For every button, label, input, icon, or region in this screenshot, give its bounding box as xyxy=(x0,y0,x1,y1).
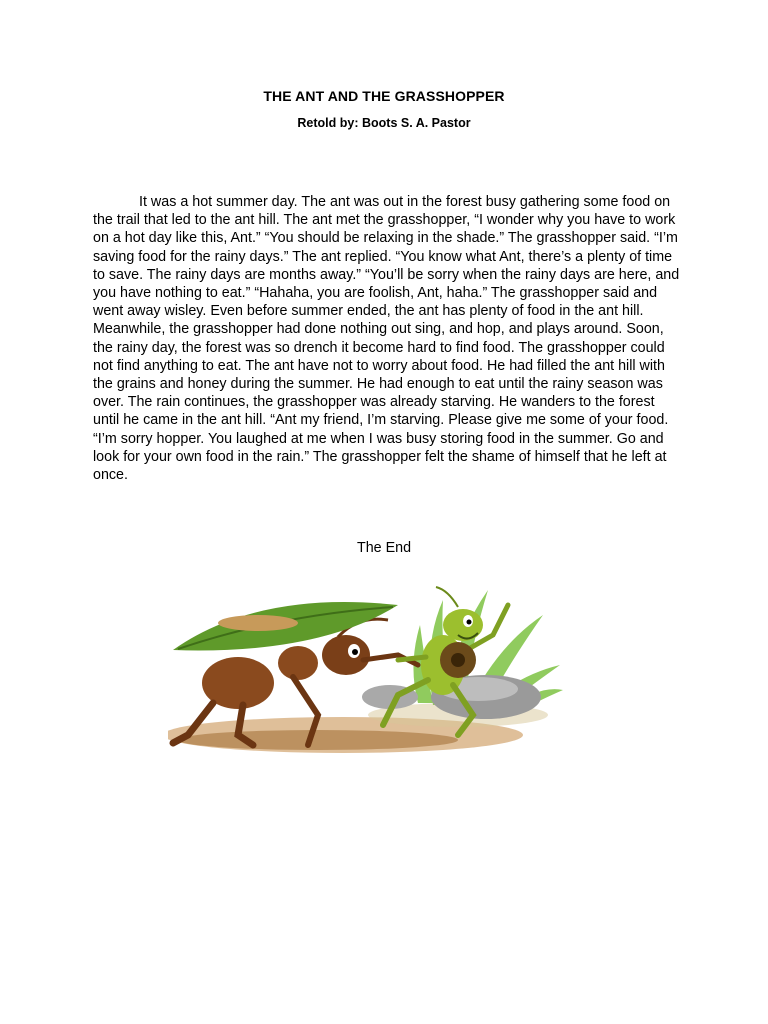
story-body: It was a hot summer day. The ant was out in the forest busy gathering some food on the trail that led to the ant hill. The ant met the grasshopper, “I wonder why you have to work on a hot day like this, Ant.” “You should be relaxing in the shade.” The grasshopper said. “I’m saving food for the rainy days.” The ant replied. “You know what Ant, there’s a plenty of time to save. The rainy days are months away.” “You’ll be sorry when the rainy days are here, and you have nothing to eat.” “Hahaha, you are foolish, Ant, haha.” The grasshopper said and went away wisley. Even before summer ended, the ant has plenty of food in the ant hill. Meanwhile, the grasshopper had done nothing out sing, and hop, and plays around. Soon, the rainy day, the forest was so drench it become hard to find food. The grasshopper could not find anything to eat. The ant have not to worry about food. He had filled the ant hill with the grains and honey during the summer. He had enough to eat until the rainy season was over. The rain continues, the grasshopper was already starving. He wanders to the forest until he came in the ant hill. “Ant my friend, I’m starving. Please give me some of your food. “I’m sorry hopper. You laughed at me when I was busy storing food in the summer. Go and look for your own food in the rain.” The grasshopper felt the shame of himself that he left at once. xyxy=(93,194,680,484)
story-byline: Retold by: Boots S. A. Pastor xyxy=(297,116,471,130)
story-title: THE ANT AND THE GRASSHOPPER xyxy=(263,88,505,104)
story-ending: The End xyxy=(356,540,412,556)
ant-and-grasshopper-illustration xyxy=(168,585,563,753)
